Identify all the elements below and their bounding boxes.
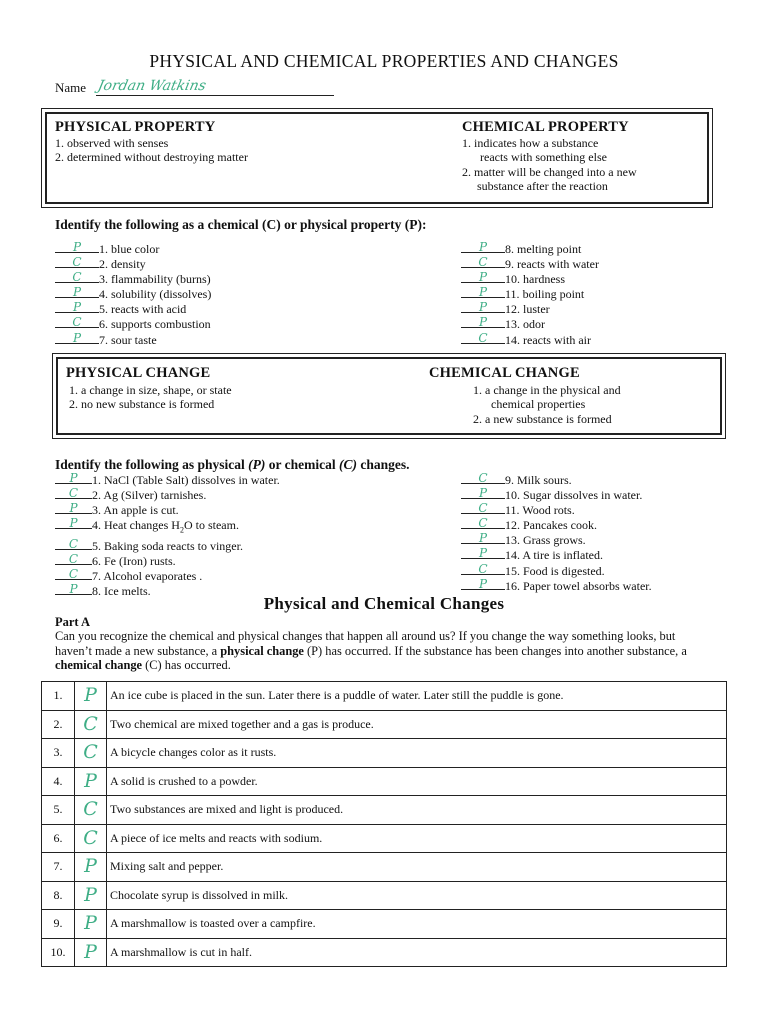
answer-blank[interactable]	[461, 256, 505, 268]
answer-blank[interactable]	[55, 502, 92, 514]
physical-change-heading: PHYSICAL CHANGE	[66, 365, 211, 381]
change-question-text: Identify the following as physical	[55, 457, 249, 472]
handwritten-answer: C	[478, 501, 488, 516]
handwritten-answer: C	[478, 330, 488, 345]
answer-blank[interactable]	[461, 487, 505, 499]
item-text: flammability (burns)	[111, 272, 211, 287]
answer-blank[interactable]	[55, 332, 99, 344]
answer-cell[interactable]	[75, 881, 107, 910]
table-row	[42, 682, 727, 711]
item-number: 10.	[505, 488, 520, 503]
row-number: 5.	[42, 796, 75, 825]
row-number: 4.	[42, 767, 75, 796]
answer-blank[interactable]	[55, 286, 99, 298]
handwritten-answer: C	[68, 551, 79, 566]
answer-blank[interactable]	[461, 316, 505, 328]
item-number: 13.	[505, 533, 520, 548]
handwritten-answer: C	[68, 486, 79, 501]
item-number: 14.	[505, 548, 520, 563]
answer-blank[interactable]	[55, 271, 99, 283]
answer-blank[interactable]	[461, 502, 505, 514]
list-item	[55, 568, 280, 583]
list-item	[461, 271, 599, 286]
answer-blank[interactable]	[461, 301, 505, 313]
section-title: Physical and Chemical Changes	[263, 594, 505, 613]
property-question: Identify the following as a chemical (C) or physical property (P):	[55, 217, 427, 232]
list-item	[55, 502, 280, 517]
physical-property-item: 1. observed with senses	[55, 136, 169, 150]
answer-cell[interactable]	[75, 739, 107, 768]
handwritten-answer: P	[69, 516, 78, 531]
handwritten-answer: P	[478, 300, 488, 315]
list-item	[461, 316, 599, 331]
item-text: Ice melts.	[104, 584, 151, 599]
handwritten-answer: P	[478, 576, 488, 591]
chemical-change-item: 2. a new substance is formed	[473, 412, 612, 426]
item-number: 15.	[505, 563, 520, 578]
item-number: 12.	[505, 302, 520, 317]
item-number: 7.	[99, 332, 108, 347]
handwritten-answer: P	[84, 912, 97, 935]
handwritten-answer: P	[72, 300, 82, 315]
item-number: 3.	[92, 503, 101, 518]
handwritten-answer: P	[478, 270, 488, 285]
chemical-change-heading: CHEMICAL CHANGE	[429, 365, 580, 381]
list-item	[461, 487, 652, 502]
item-number: 8.	[92, 584, 101, 599]
item-text: supports combustion	[111, 317, 211, 332]
row-number: 9.	[42, 910, 75, 939]
list-item	[461, 301, 599, 316]
intro-text: Can you recognize the chemical and physical changes that happen all around us? If you change the way something looks, but haven’t made a new substance, a	[55, 629, 676, 658]
handwritten-answer: C	[478, 471, 488, 485]
item-text: Grass grows.	[523, 533, 586, 548]
answer-blank[interactable]	[461, 472, 505, 484]
answer-blank[interactable]	[55, 301, 99, 313]
statement: An ice cube is placed in the sun. Later there is a puddle of water. Later still the puddle is gone.	[107, 682, 727, 711]
chemical-change-item: chemical properties	[491, 397, 586, 411]
answer-blank[interactable]	[55, 568, 92, 580]
answer-blank[interactable]	[55, 517, 92, 529]
item-text: reacts with water	[517, 257, 599, 272]
answer-blank[interactable]	[461, 517, 505, 529]
item-text-part: O to steam.	[183, 518, 239, 533]
list-item	[461, 472, 652, 487]
item-text: melting point	[517, 242, 582, 256]
table-row	[42, 881, 727, 910]
item-text: Baking soda reacts to vinger.	[104, 538, 243, 553]
item-text: NaCl (Table Salt) dissolves in water.	[104, 473, 280, 487]
table-row	[42, 796, 727, 825]
physical-property-item: 2. determined without destroying matter	[55, 150, 248, 164]
statement: A bicycle changes color as it rusts.	[107, 739, 727, 768]
answer-blank[interactable]	[461, 532, 505, 544]
property-list-right	[461, 241, 599, 347]
item-text: sour taste	[111, 332, 157, 347]
statement: Two chemical are mixed together and a gas is produce.	[107, 710, 727, 739]
physical-change-item: 1. a change in size, shape, or state	[69, 383, 232, 397]
item-text: Food is digested.	[523, 563, 605, 578]
intro-bold-term: physical change	[220, 643, 304, 658]
item-text: Milk sours.	[517, 473, 572, 487]
change-definition-box	[52, 353, 726, 439]
table-row	[42, 739, 727, 768]
item-text: A tire is inflated.	[522, 548, 603, 563]
handwritten-answer: C	[68, 536, 79, 551]
chemical-property-item: reacts with something else	[480, 150, 607, 164]
item-text: luster	[523, 302, 550, 317]
item-number: 2.	[92, 488, 101, 503]
statement: A marshmallow is toasted over a campfire.	[107, 910, 727, 939]
list-item	[461, 241, 599, 256]
handwritten-answer: P	[84, 855, 97, 878]
list-item	[55, 487, 280, 502]
item-number: 11.	[505, 503, 520, 518]
handwritten-answer: P	[69, 471, 78, 485]
change-list-left	[55, 472, 280, 598]
chemical-property-heading: CHEMICAL PROPERTY	[462, 119, 629, 135]
name-label: Name	[55, 80, 87, 95]
answer-blank[interactable]	[55, 241, 99, 253]
item-subscript: 2	[179, 525, 184, 535]
item-number: 12.	[505, 518, 520, 533]
list-item	[55, 256, 211, 271]
item-text: Pancakes cook.	[523, 518, 597, 533]
item-text: Fe (Iron) rusts.	[104, 553, 176, 568]
list-item	[55, 538, 280, 553]
change-question-text: changes.	[357, 457, 410, 472]
answer-blank[interactable]	[461, 563, 505, 575]
item-text: hardness	[523, 272, 565, 287]
item-text-part: Heat changes H	[104, 518, 180, 533]
handwritten-answer: P	[478, 315, 488, 330]
item-number: 9.	[505, 257, 514, 272]
answer-cell[interactable]	[75, 853, 107, 882]
item-text: An apple is cut.	[103, 503, 179, 518]
answer-cell[interactable]	[75, 796, 107, 825]
item-text: reacts with acid	[111, 302, 187, 317]
statement: Two substances are mixed and light is produced.	[107, 796, 727, 825]
part-label: Part A	[55, 615, 91, 629]
answer-blank[interactable]	[55, 487, 92, 499]
list-item	[461, 517, 652, 532]
item-number: 6.	[99, 317, 108, 332]
handwritten-answer: C	[478, 561, 488, 576]
table-row	[42, 824, 727, 853]
table-row	[42, 910, 727, 939]
table-row	[42, 853, 727, 882]
answer-blank[interactable]	[55, 553, 92, 565]
answer-cell[interactable]	[75, 910, 107, 939]
answer-cell[interactable]	[75, 710, 107, 739]
item-number: 4.	[99, 287, 108, 302]
handwritten-answer: C	[72, 270, 82, 285]
list-item	[55, 271, 211, 286]
answer-blank[interactable]	[461, 241, 505, 253]
change-question-p: (P)	[248, 457, 266, 472]
property-list-left	[55, 241, 211, 347]
handwritten-answer: P	[69, 582, 78, 597]
handwritten-answer: P	[478, 531, 488, 546]
list-item	[461, 532, 652, 547]
handwritten-answer: P	[84, 769, 97, 792]
answer-cell[interactable]	[75, 682, 107, 711]
handwritten-answer: P	[478, 486, 488, 501]
list-item	[55, 472, 280, 487]
item-text: reacts with air	[523, 332, 591, 347]
answer-blank[interactable]	[461, 332, 505, 344]
item-text: solubility (dissolves)	[111, 287, 212, 302]
item-number: 5.	[92, 538, 101, 553]
answer-blank[interactable]	[461, 271, 505, 283]
row-number: 8.	[42, 881, 75, 910]
change-question	[55, 457, 410, 473]
item-number: 5.	[99, 302, 108, 317]
list-item	[55, 517, 280, 537]
answer-cell[interactable]	[75, 824, 107, 853]
list-item	[55, 316, 211, 331]
item-number: 7.	[92, 568, 101, 583]
handwritten-answer: P	[478, 546, 488, 561]
handwritten-answer: C	[83, 826, 98, 849]
table-row	[42, 938, 727, 967]
name-handwritten-value: Jordan Watkins	[96, 78, 208, 94]
statement: A solid is crushed to a powder.	[107, 767, 727, 796]
answer-blank[interactable]	[55, 472, 92, 484]
item-text: density	[111, 257, 146, 272]
answer-blank[interactable]	[461, 578, 505, 590]
handwritten-answer: C	[72, 315, 82, 330]
item-number: 2.	[99, 257, 108, 272]
chemical-property-item: substance after the reaction	[477, 179, 608, 193]
chemical-property-item: 1. indicates how a substance	[462, 136, 599, 150]
handwritten-answer: P	[478, 240, 488, 254]
item-number: 9.	[505, 473, 514, 487]
list-item	[461, 256, 599, 271]
change-list-right	[461, 472, 652, 593]
handwritten-answer: P	[72, 285, 82, 300]
table-row	[42, 767, 727, 796]
answer-cell[interactable]	[75, 938, 107, 967]
chemical-change-item: 1. a change in the physical and	[473, 383, 621, 397]
item-text: boiling point	[522, 287, 585, 302]
change-question-c: (C)	[339, 457, 358, 472]
answer-blank[interactable]	[55, 316, 99, 328]
handwritten-answer: C	[83, 741, 98, 764]
name-field-line[interactable]	[96, 95, 334, 96]
answer-cell[interactable]	[75, 767, 107, 796]
row-number: 7.	[42, 853, 75, 882]
item-number: 13.	[505, 317, 520, 332]
handwritten-answer: P	[478, 285, 488, 300]
statement: Chocolate syrup is dissolved in milk.	[107, 881, 727, 910]
item-number: 6.	[92, 553, 101, 568]
table-row	[42, 710, 727, 739]
item-number: 16.	[505, 578, 520, 593]
item-text: blue color	[111, 242, 160, 256]
list-item	[461, 286, 599, 301]
item-text: Wood rots.	[522, 503, 575, 518]
row-number: 10.	[42, 938, 75, 967]
statement: Mixing salt and pepper.	[107, 853, 727, 882]
list-item	[55, 553, 280, 568]
list-item	[461, 332, 599, 347]
handwritten-answer: P	[84, 940, 97, 963]
part-a-intro	[55, 629, 715, 673]
handwritten-answer: P	[69, 501, 78, 516]
item-number: 1.	[99, 242, 108, 256]
handwritten-answer: C	[72, 255, 82, 270]
list-item	[461, 547, 652, 562]
item-text: Paper towel absorbs water.	[523, 578, 652, 593]
chemical-property-item: 2. matter will be changed into a new	[462, 165, 637, 179]
row-number: 6.	[42, 824, 75, 853]
list-item	[55, 241, 211, 256]
item-text: odor	[523, 317, 545, 332]
handwritten-answer: P	[84, 883, 97, 906]
row-number: 2.	[42, 710, 75, 739]
answer-blank[interactable]	[461, 547, 505, 559]
list-item	[55, 332, 211, 347]
list-item	[55, 286, 211, 301]
answer-blank[interactable]	[461, 286, 505, 298]
handwritten-answer: P	[72, 240, 82, 254]
statement: A piece of ice melts and reacts with sodium.	[107, 824, 727, 853]
answer-blank[interactable]	[55, 538, 92, 550]
item-number: 4.	[92, 518, 101, 533]
physical-change-item: 2. no new substance is formed	[69, 397, 215, 411]
part-a-table	[41, 681, 727, 967]
item-number: 10.	[505, 272, 520, 287]
list-item	[55, 301, 211, 316]
list-item	[461, 563, 652, 578]
item-number: 14.	[505, 332, 520, 347]
item-number: 1.	[92, 473, 101, 487]
statement: A marshmallow is cut in half.	[107, 938, 727, 967]
list-item	[461, 502, 652, 517]
list-item	[461, 578, 652, 593]
handwritten-answer: C	[83, 798, 98, 821]
physical-property-heading: PHYSICAL PROPERTY	[55, 119, 216, 135]
item-number: 3.	[99, 272, 108, 287]
row-number: 1.	[42, 682, 75, 711]
handwritten-answer: C	[478, 516, 488, 531]
item-number: 11.	[505, 287, 520, 302]
handwritten-answer: C	[68, 566, 79, 581]
answer-blank[interactable]	[55, 256, 99, 268]
intro-text: (C) has occurred.	[142, 658, 231, 672]
item-text	[104, 518, 239, 535]
property-definition-box	[41, 108, 713, 208]
intro-text: (P) has occurred. If the substance has been changes into another substance, a	[303, 643, 687, 658]
handwritten-answer: C	[478, 255, 488, 270]
handwritten-answer: P	[72, 330, 82, 345]
intro-bold-term: chemical change	[55, 658, 143, 672]
item-text: Ag (Silver) tarnishes.	[103, 488, 207, 503]
row-number: 3.	[42, 739, 75, 768]
change-question-text: or chemical	[265, 457, 340, 472]
worksheet-title: PHYSICAL AND CHEMICAL PROPERTIES AND CHANGES	[149, 51, 619, 71]
item-text: Sugar dissolves in water.	[523, 488, 643, 503]
item-number: 8.	[505, 242, 514, 256]
handwritten-answer: P	[84, 684, 97, 707]
item-text: Alcohol evaporates .	[103, 568, 203, 583]
handwritten-answer: C	[83, 712, 98, 735]
